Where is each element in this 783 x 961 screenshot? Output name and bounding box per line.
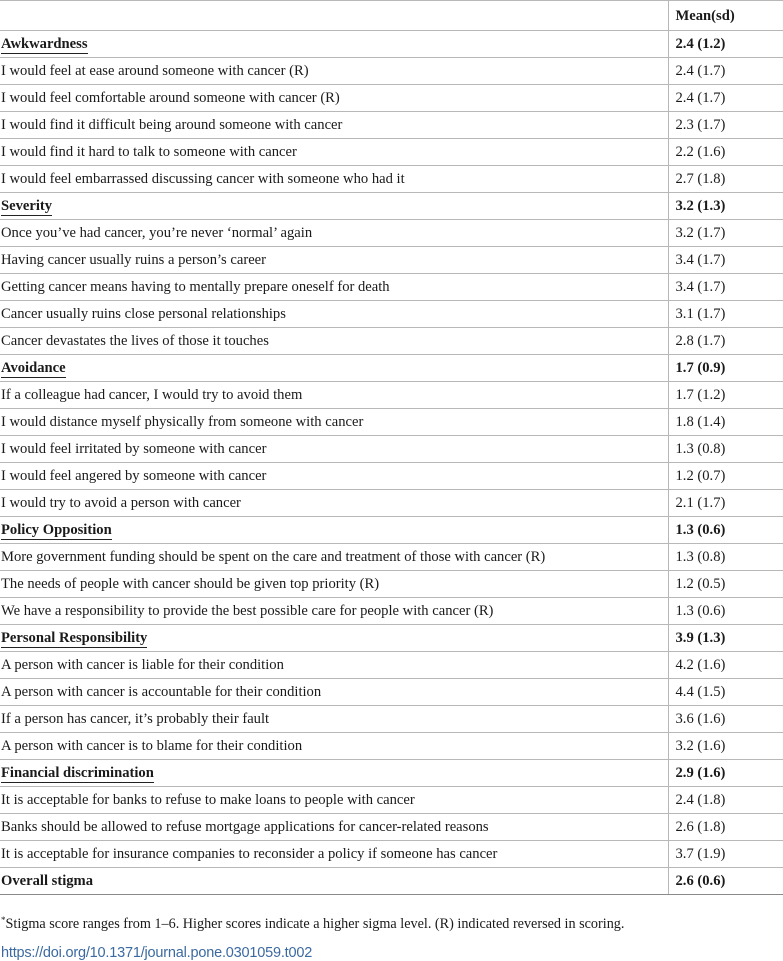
- item-label: Getting cancer means having to mentally prepare oneself for death: [0, 274, 668, 301]
- section-title-cell: [0, 760, 668, 787]
- section-mean-sd: 3.9 (1.3): [668, 625, 783, 652]
- table-header-row: [0, 1, 783, 31]
- item-label: I would find it hard to talk to someone with cancer: [0, 139, 668, 166]
- item-column-header: [0, 1, 668, 31]
- item-mean-sd: 3.4 (1.7): [668, 247, 783, 274]
- item-mean-sd: 1.3 (0.8): [668, 436, 783, 463]
- item-mean-sd: 4.2 (1.6): [668, 652, 783, 679]
- table-row: [0, 787, 783, 814]
- section-row: [0, 760, 783, 787]
- table-row: [0, 247, 783, 274]
- table-row: [0, 490, 783, 517]
- item-mean-sd: 3.2 (1.6): [668, 733, 783, 760]
- section-title-cell: [0, 355, 668, 382]
- item-label: I would distance myself physically from someone with cancer: [0, 409, 668, 436]
- mean-sd-column-header: Mean(sd): [668, 1, 783, 31]
- item-mean-sd: 2.1 (1.7): [668, 490, 783, 517]
- section-title: Policy Opposition: [1, 522, 112, 538]
- table-row: [0, 274, 783, 301]
- item-label: A person with cancer is liable for their condition: [0, 652, 668, 679]
- item-label: A person with cancer is accountable for their condition: [0, 679, 668, 706]
- section-title: Severity: [1, 198, 53, 214]
- item-label: Banks should be allowed to refuse mortgage applications for cancer-related reasons: [0, 814, 668, 841]
- item-label: It is acceptable for insurance companies to reconsider a policy if someone has cancer: [0, 841, 668, 868]
- table-row: [0, 679, 783, 706]
- table-row: [0, 544, 783, 571]
- overall-label: Overall stigma: [0, 868, 668, 895]
- item-label: Once you’ve had cancer, you’re never ‘normal’ again: [0, 220, 668, 247]
- table-row: [0, 58, 783, 85]
- item-mean-sd: 2.6 (1.8): [668, 814, 783, 841]
- section-title: Personal Responsibility: [1, 630, 148, 646]
- section-title-cell: [0, 625, 668, 652]
- item-mean-sd: 1.3 (0.8): [668, 544, 783, 571]
- table-row: [0, 85, 783, 112]
- table-row: [0, 139, 783, 166]
- table-row: [0, 733, 783, 760]
- table-row: [0, 382, 783, 409]
- item-label: I would feel irritated by someone with cancer: [0, 436, 668, 463]
- section-mean-sd: 1.7 (0.9): [668, 355, 783, 382]
- section-row: [0, 31, 783, 58]
- item-mean-sd: 2.3 (1.7): [668, 112, 783, 139]
- table-row: [0, 112, 783, 139]
- table-row: [0, 463, 783, 490]
- table-row: [0, 652, 783, 679]
- footnote-marker: *: [1, 915, 6, 925]
- item-mean-sd: 1.2 (0.5): [668, 571, 783, 598]
- item-mean-sd: 3.1 (1.7): [668, 301, 783, 328]
- item-label: We have a responsibility to provide the best possible care for people with cancer (R): [0, 598, 668, 625]
- item-label: I would feel comfortable around someone with cancer (R): [0, 85, 668, 112]
- table-row: [0, 436, 783, 463]
- section-title-cell: [0, 31, 668, 58]
- table-row: [0, 301, 783, 328]
- item-label: I would feel angered by someone with cancer: [0, 463, 668, 490]
- item-mean-sd: 3.6 (1.6): [668, 706, 783, 733]
- item-label: I would find it difficult being around someone with cancer: [0, 112, 668, 139]
- item-mean-sd: 1.2 (0.7): [668, 463, 783, 490]
- section-title-cell: [0, 193, 668, 220]
- item-mean-sd: 1.3 (0.6): [668, 598, 783, 625]
- section-row: [0, 517, 783, 544]
- item-label: I would try to avoid a person with cancer: [0, 490, 668, 517]
- item-label: Cancer devastates the lives of those it touches: [0, 328, 668, 355]
- table-row: [0, 841, 783, 868]
- item-mean-sd: 4.4 (1.5): [668, 679, 783, 706]
- footnote-text: Stigma score ranges from 1–6. Higher scores indicate a higher sigma level. (R) indicated reversed in scoring.: [5, 916, 625, 932]
- item-label: It is acceptable for banks to refuse to make loans to people with cancer: [0, 787, 668, 814]
- section-mean-sd: 1.3 (0.6): [668, 517, 783, 544]
- table-row: [0, 706, 783, 733]
- section-row: [0, 193, 783, 220]
- item-label: More government funding should be spent on the care and treatment of those with cancer (R): [0, 544, 668, 571]
- item-mean-sd: 3.2 (1.7): [668, 220, 783, 247]
- table-body: [0, 31, 783, 895]
- section-title: Awkwardness: [1, 36, 88, 52]
- item-mean-sd: 2.7 (1.8): [668, 166, 783, 193]
- item-label: Having cancer usually ruins a person’s career: [0, 247, 668, 274]
- section-title: Financial discrimination: [1, 765, 154, 781]
- table-footnote: [0, 910, 783, 934]
- item-label: The needs of people with cancer should be given top priority (R): [0, 571, 668, 598]
- item-mean-sd: 3.4 (1.7): [668, 274, 783, 301]
- section-row: [0, 355, 783, 382]
- section-mean-sd: 2.9 (1.6): [668, 760, 783, 787]
- section-mean-sd: 2.4 (1.2): [668, 31, 783, 58]
- doi-link[interactable]: https://doi.org/10.1371/journal.pone.0301059.t002: [1, 945, 313, 961]
- overall-stigma-row: [0, 868, 783, 895]
- table-row: [0, 571, 783, 598]
- table-row: [0, 814, 783, 841]
- item-label: If a person has cancer, it’s probably their fault: [0, 706, 668, 733]
- item-mean-sd: 2.4 (1.7): [668, 58, 783, 85]
- item-mean-sd: 2.4 (1.7): [668, 85, 783, 112]
- item-mean-sd: 2.8 (1.7): [668, 328, 783, 355]
- table-row: [0, 220, 783, 247]
- item-label: I would feel at ease around someone with cancer (R): [0, 58, 668, 85]
- table-row: [0, 598, 783, 625]
- item-label: A person with cancer is to blame for their condition: [0, 733, 668, 760]
- item-mean-sd: 1.8 (1.4): [668, 409, 783, 436]
- item-label: If a colleague had cancer, I would try to avoid them: [0, 382, 668, 409]
- section-title-cell: [0, 517, 668, 544]
- overall-mean-sd: 2.6 (0.6): [668, 868, 783, 895]
- table-row: [0, 409, 783, 436]
- section-row: [0, 625, 783, 652]
- item-mean-sd: 3.7 (1.9): [668, 841, 783, 868]
- item-mean-sd: 2.4 (1.8): [668, 787, 783, 814]
- item-mean-sd: 2.2 (1.6): [668, 139, 783, 166]
- section-mean-sd: 3.2 (1.3): [668, 193, 783, 220]
- section-title: Avoidance: [1, 360, 66, 376]
- table-row: [0, 328, 783, 355]
- item-label: I would feel embarrassed discussing cancer with someone who had it: [0, 166, 668, 193]
- table-row: [0, 166, 783, 193]
- item-mean-sd: 1.7 (1.2): [668, 382, 783, 409]
- item-label: Cancer usually ruins close personal relationships: [0, 301, 668, 328]
